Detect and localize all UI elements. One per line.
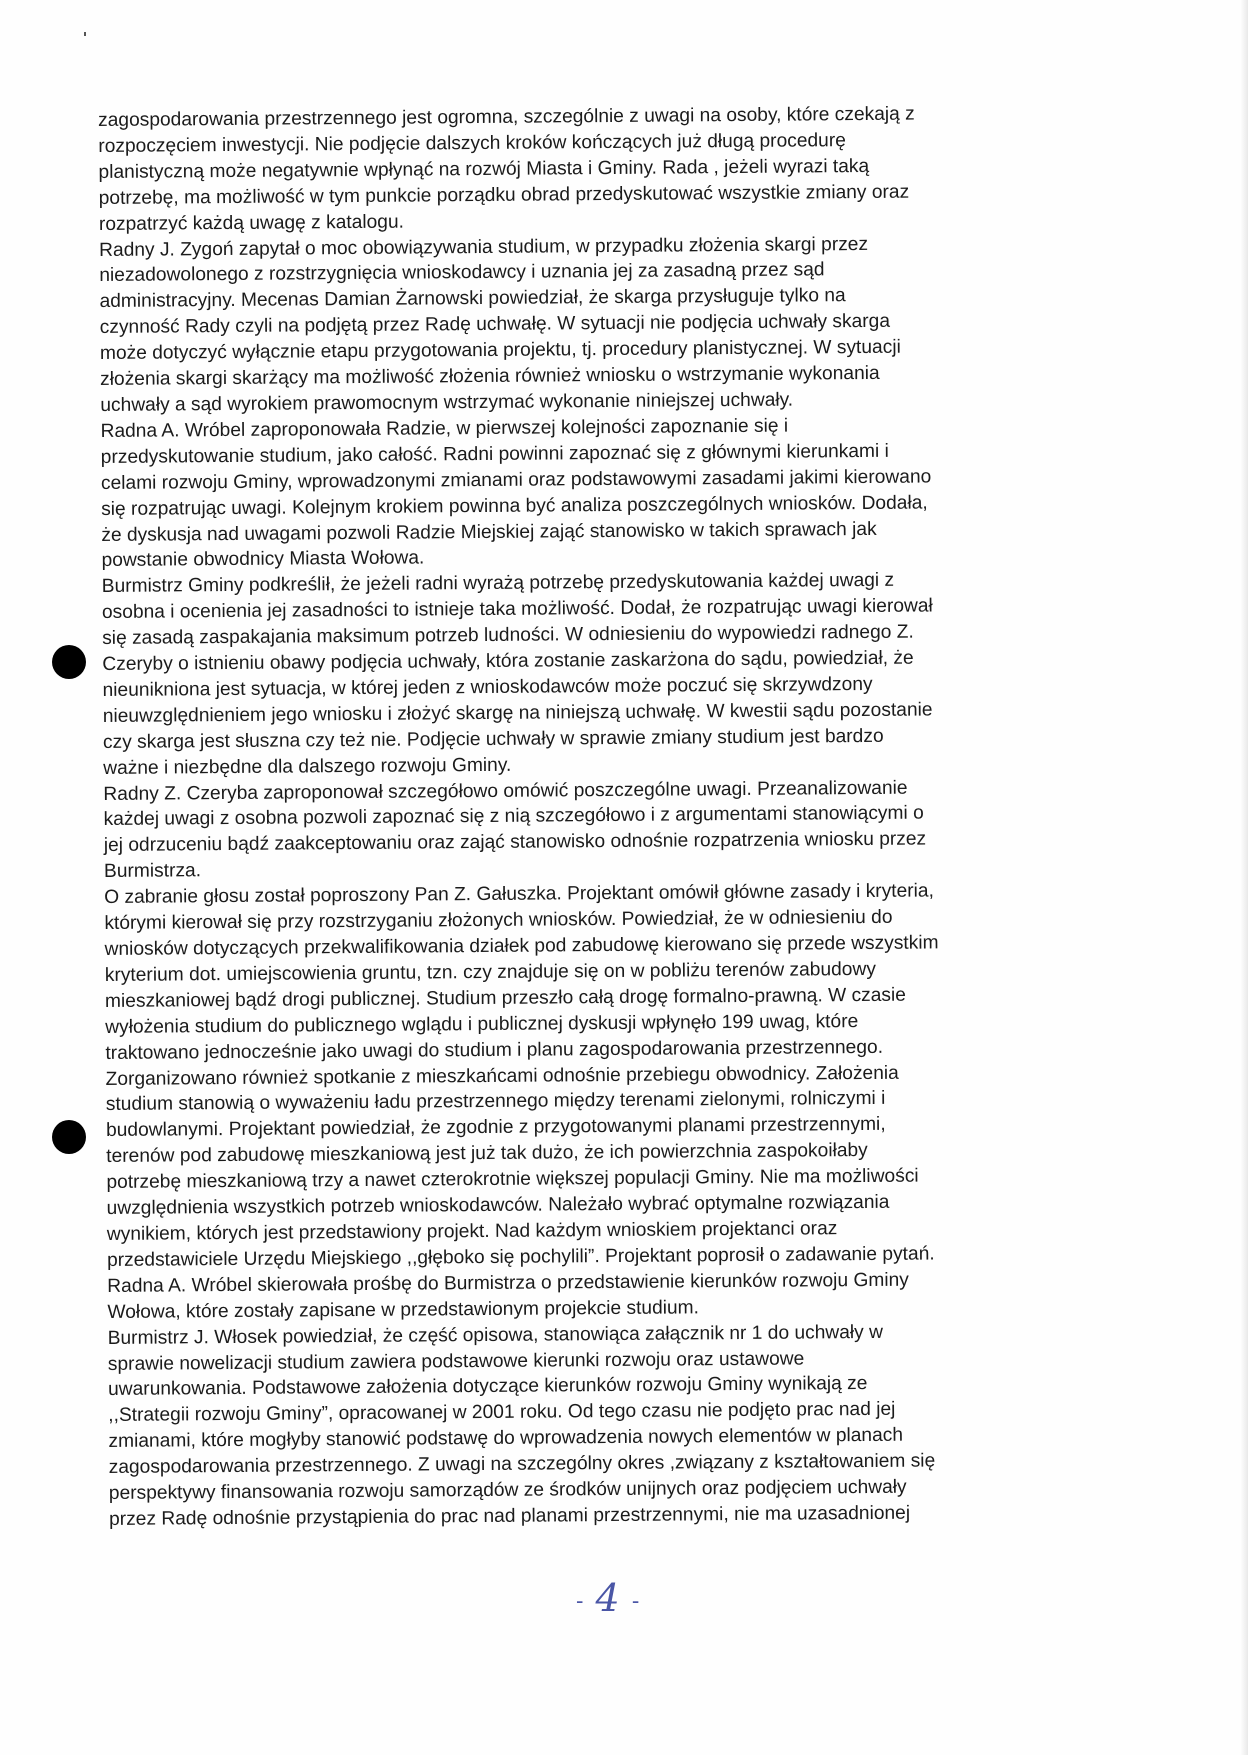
text-line: się rozpatrując uwagi. Kolejnym krokiem powinna być analiza poszczególnych wniosków. Dodała, bbox=[101, 492, 928, 520]
text-line: każdej uwagi z osobna pozwoli zapoznać się z nią szczegółowo i z argumentami stanowiącymi o bbox=[103, 803, 924, 831]
text-line: uwzględnienia wszystkich potrzeb wnioskodawców. Należało wybrać optymalne rozwiązania bbox=[106, 1191, 890, 1220]
text-line: planistyczną może negatywnie wpłynąć na rozwój Miasta i Gminy. Rada , jeżeli wyrazi taką bbox=[98, 155, 870, 183]
text-line: traktowano jednocześnie jako uwagi do studium i planu zagospodarowania przestrzennego. bbox=[105, 1036, 884, 1064]
text-line: uwarunkowania. Podstawowe założenia dotyczące kierunków rozwoju Gminy wynikają ze bbox=[107, 1373, 868, 1401]
text-line: się zasadą zaspakajania maksimum potrzeb ludności. W odniesieniu do wypowiedzi radnego Z. bbox=[102, 621, 914, 650]
text-line: kryterium dot. umiejscowienia gruntu, tzn. czy znajduje się on w pobliżu terenów zabudowy bbox=[104, 958, 876, 986]
text-line: perspektywy finansowania rozwoju samorządów ze środków unijnych oraz podjęciem uchwały bbox=[108, 1476, 907, 1504]
text-line: celami rozwoju Gminy, wprowadzonymi zmianami oraz podstawowymi zasadami jakimi kierowano bbox=[100, 466, 932, 494]
text-line: studium stanowią o wyważeniu ładu przestrzennego między terenami zielonymi, rolniczymi i bbox=[105, 1088, 886, 1116]
text-line: Radny Z. Czeryba zaproponował szczegółowo omówić poszczególne uwagi. Przeanalizowanie bbox=[103, 777, 908, 805]
text-line: budowlanymi. Projektant powiedział, że zgodnie z przygotowanymi planami przestrzennymi, bbox=[105, 1114, 886, 1142]
scan-speck bbox=[84, 32, 86, 36]
text-line: Burmistrz Gminy podkreślił, że jeżeli radni wyrażą potrzebę przedyskutowania każdej uwagi z bbox=[101, 570, 895, 598]
text-line: O zabranie głosu został poproszony Pan Z. Gałuszka. Projektant omówił główne zasady i kryteria, bbox=[104, 880, 934, 909]
text-line: rozpatrzyć każdą uwagę z katalogu. bbox=[98, 211, 405, 235]
text-line: złożenia skargi skarżący ma możliwość złożenia również wniosku o wstrzymanie wykonania bbox=[100, 362, 880, 391]
punch-hole-top bbox=[52, 645, 86, 679]
text-line: sprawie nowelizacji studium zawiera podstawowe kierunki rozwoju oraz ustawowe bbox=[107, 1347, 805, 1375]
text-line: może dotyczyć wyłącznie etapu przygotowania projektu, tj. procedury planistycznej. W sytuacji bbox=[99, 336, 901, 365]
page-number-digit: 4 bbox=[595, 1576, 620, 1620]
text-line: nieunikniona jest sytuacja, w której jeden z wnioskodawców może poczuć się skrzywdzony bbox=[102, 673, 873, 701]
text-line: terenów pod zabudowę mieszkaniową jest już tak dużo, że ich powierzchnia zaspokoiłaby bbox=[106, 1140, 868, 1168]
text-line: Burmistrz J. Włosek powiedział, że część opisowa, stanowiąca załącznik nr 1 do uchwały w bbox=[107, 1321, 884, 1349]
text-line: przedstawiciele Urzędu Miejskiego ,,głęboko się pochylili”. Projektant poprosił o zadawanie pytań. bbox=[106, 1243, 935, 1271]
scan-edge-shadow bbox=[1240, 0, 1248, 1755]
page-number-dash-right: - bbox=[631, 1589, 640, 1614]
text-line: wynikiem, których jest przedstawiony projekt. Nad każdym wnioskiem projektanci oraz bbox=[106, 1218, 838, 1245]
text-line: Radna A. Wróbel zaproponowała Radzie, w pierwszej kolejności zapoznanie się i bbox=[100, 415, 789, 442]
document-text-body bbox=[98, 100, 1119, 1533]
text-line: Burmistrza. bbox=[103, 860, 202, 883]
text-line: niezadowolonego z rozstrzygnięcia wnioskodawcy i uznania jej za zasadną przez sąd bbox=[99, 259, 825, 287]
text-line: administracyjny. Mecenas Damian Żarnowski powiedział, że skarga przysługuje tylko na bbox=[99, 285, 846, 313]
text-line: Czeryby o istnieniu obawy podjęcia uchwały, która zostanie zaskarżona do sądu, powiedział, że bbox=[102, 647, 914, 676]
text-line: Radna A. Wróbel skierowała prośbę do Burmistrza o przedstawienie kierunków rozwoju Gminy bbox=[107, 1269, 909, 1297]
text-line: czynność Rady czyli na podjętą przez Radę uchwałę. W sytuacji nie podjęcia uchwały skarga bbox=[99, 311, 891, 339]
text-line: powstanie obwodnicy Miasta Wołowa. bbox=[101, 547, 425, 572]
text-line: zagospodarowania przestrzennego. Z uwagi na szczególny okres ,związany z kształtowaniem się bbox=[108, 1450, 936, 1479]
text-line: ,,Strategii rozwoju Gminy”, opracowanej w 2001 roku. Od tego czasu nie podjęto prac nad jej bbox=[108, 1399, 896, 1427]
text-line: nieuwzględnieniem jego wniosku i złożyć skargę na niniejszą uchwałę. W kwestii sądu pozostanie bbox=[102, 699, 933, 727]
text-line: wniosków dotyczących przekwalifikowania działek pod zabudowę kierowano się przede wszystkim bbox=[104, 932, 939, 960]
handwritten-page-number bbox=[576, 1576, 639, 1620]
text-line: potrzebę, ma możliwość w tym punkcie porządku obrad przedyskutować wszystkie zmiany oraz bbox=[98, 181, 910, 209]
page-number-dash-left: - bbox=[576, 1589, 584, 1614]
text-line: zagospodarowania przestrzennego jest ogromna, szczególnie z uwagi na osoby, które czekają z bbox=[98, 103, 915, 131]
text-line: Zorganizowano również spotkanie z mieszkańcami odnośnie przebiegu obwodnicy. Założenia bbox=[105, 1062, 899, 1090]
text-line: uchwały a sąd wyrokiem prawomocnym wstrzymać wykonanie niniejszej uchwały. bbox=[100, 389, 794, 416]
text-line: zmianami, które mogłyby stanowić podstawę do wprowadzenia nowych elementów w planach bbox=[108, 1424, 904, 1453]
text-line: przedyskutowanie studium, jako całość. Radni powinni zapoznać się z głównymi kierunkami i bbox=[100, 440, 889, 468]
punch-hole-bottom bbox=[52, 1120, 86, 1154]
text-line: Radny J. Zygoń zapytał o moc obowiązywania studium, w przypadku złożenia skargi przez bbox=[99, 233, 869, 261]
text-line: ważne i niezbędne dla dalszego rozwoju Gminy. bbox=[103, 754, 512, 779]
text-line: że dyskusja nad uwagami pozwoli Radzie Miejskiej zająć stanowisko w takich sprawach jak bbox=[101, 518, 877, 546]
text-line: mieszkaniowej bądź drogi publicznej. Studium przeszło całą drogę formalno-prawną. W czasie bbox=[104, 984, 906, 1012]
text-line: osobna i ocenienia jej zasadności to istnieje taka możliwość. Dodał, że rozpatrując uwagi kierował bbox=[101, 595, 933, 624]
text-line: którymi kierował się przy rozstrzyganiu złożonych wniosków. Powiedział, że w odniesieniu do bbox=[104, 906, 893, 935]
text-line: potrzebę mieszkaniową trzy a nawet czterokrotnie większej populacji Gminy. Nie ma możliwości bbox=[106, 1165, 919, 1194]
text-line: wyłożenia studium do publicznego wglądu i publicznej dyskusji wpłynęło 199 uwag, które bbox=[105, 1010, 859, 1038]
text-line: przez Radę odnośnie przystąpienia do prac nad planami przestrzennymi, nie ma uzasadnionej bbox=[109, 1502, 911, 1530]
text-line: Wołowa, które zostały zapisane w przedstawionym projekcie studium. bbox=[107, 1297, 700, 1323]
text-line: jej odrzuceniu bądź zaakceptowaniu oraz zająć stanowisko odnośnie rozpatrzenia wniosku przez bbox=[103, 828, 927, 857]
text-line: czy skarga jest słuszna czy też nie. Podjęcie uchwały w sprawie zmiany studium jest bardzo bbox=[102, 725, 884, 753]
text-line: rozpoczęciem inwestycji. Nie podjęcie dalszych kroków kończących już długą procedurę bbox=[98, 130, 846, 157]
